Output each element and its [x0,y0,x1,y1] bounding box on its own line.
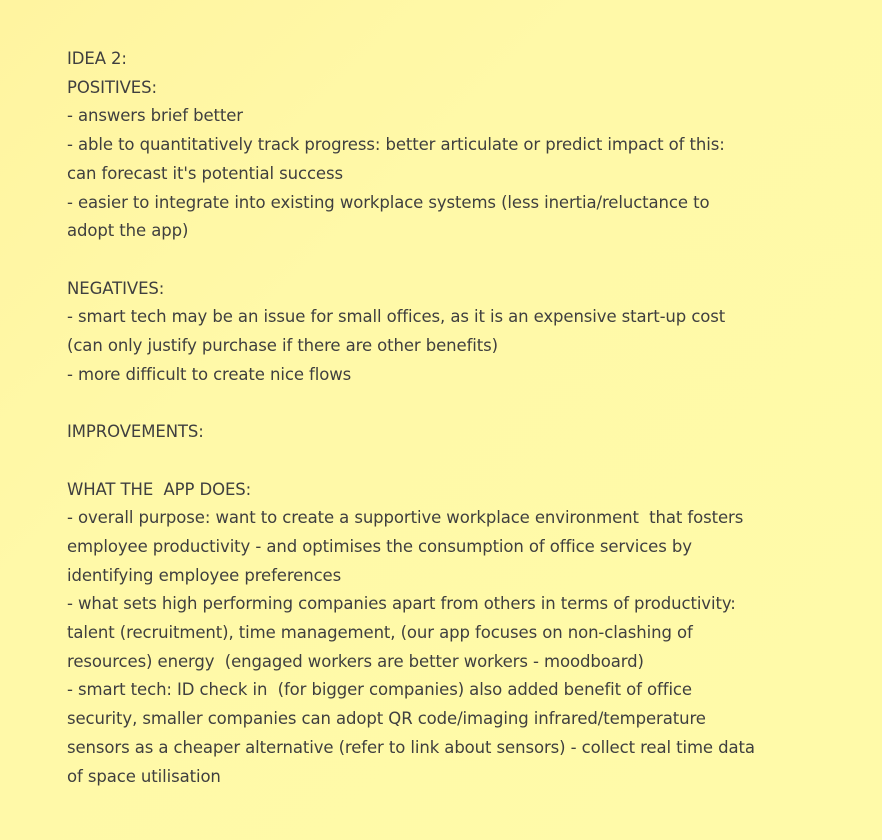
app-item-1: - overall purpose: want to create a supportive workplace environment that fosters [67,508,744,528]
app-item-3-cont-1: security, smaller companies can adopt QR code/imaging infrared/temperature [67,709,706,729]
note-text [67,45,822,791]
positive-item-2-cont: can forecast it's potential success [67,163,343,183]
what-app-does-heading: WHAT THE APP DOES: [67,479,252,499]
negative-item-1-cont: (can only justify purchase if there are other benefits) [67,336,498,356]
blank-line [67,246,822,275]
app-item-3: - smart tech: ID check in (for bigger companies) also added benefit of office [67,680,692,700]
positive-item-3: - easier to integrate into existing workplace systems (less inertia/reluctance to [67,192,710,212]
negative-item-1: - smart tech may be an issue for small offices, as it is an expensive start-up cost [67,307,726,327]
positive-item-3-cont: adopt the app) [67,221,189,241]
negative-item-2: - more difficult to create nice flows [67,364,352,384]
improvements-heading: IMPROVEMENTS: [67,422,204,442]
app-item-2-cont-1: talent (recruitment), time management, (our app focuses on non-clashing of [67,623,693,643]
app-item-1-cont-1: employee productivity - and optimises the consumption of office services by [67,536,692,556]
app-item-1-cont-2: identifying employee preferences [67,565,342,585]
app-item-3-cont-2: sensors as a cheaper alternative (refer to link about sensors) - collect real time data [67,737,755,757]
positive-item-2: - able to quantitatively track progress: better articulate or predict impact of this: [67,135,725,155]
negatives-heading: NEGATIVES: [67,278,165,298]
blank-line [67,389,822,418]
positives-heading: POSITIVES: [67,77,157,97]
positive-item-1: - answers brief better [67,106,243,126]
app-item-2-cont-2: resources) energy (engaged workers are better workers - moodboard) [67,651,644,671]
app-item-3-cont-3: of space utilisation [67,766,221,786]
app-item-2: - what sets high performing companies apart from others in terms of productivity: [67,594,736,614]
idea-heading: IDEA 2: [67,49,127,68]
blank-line [67,447,822,476]
